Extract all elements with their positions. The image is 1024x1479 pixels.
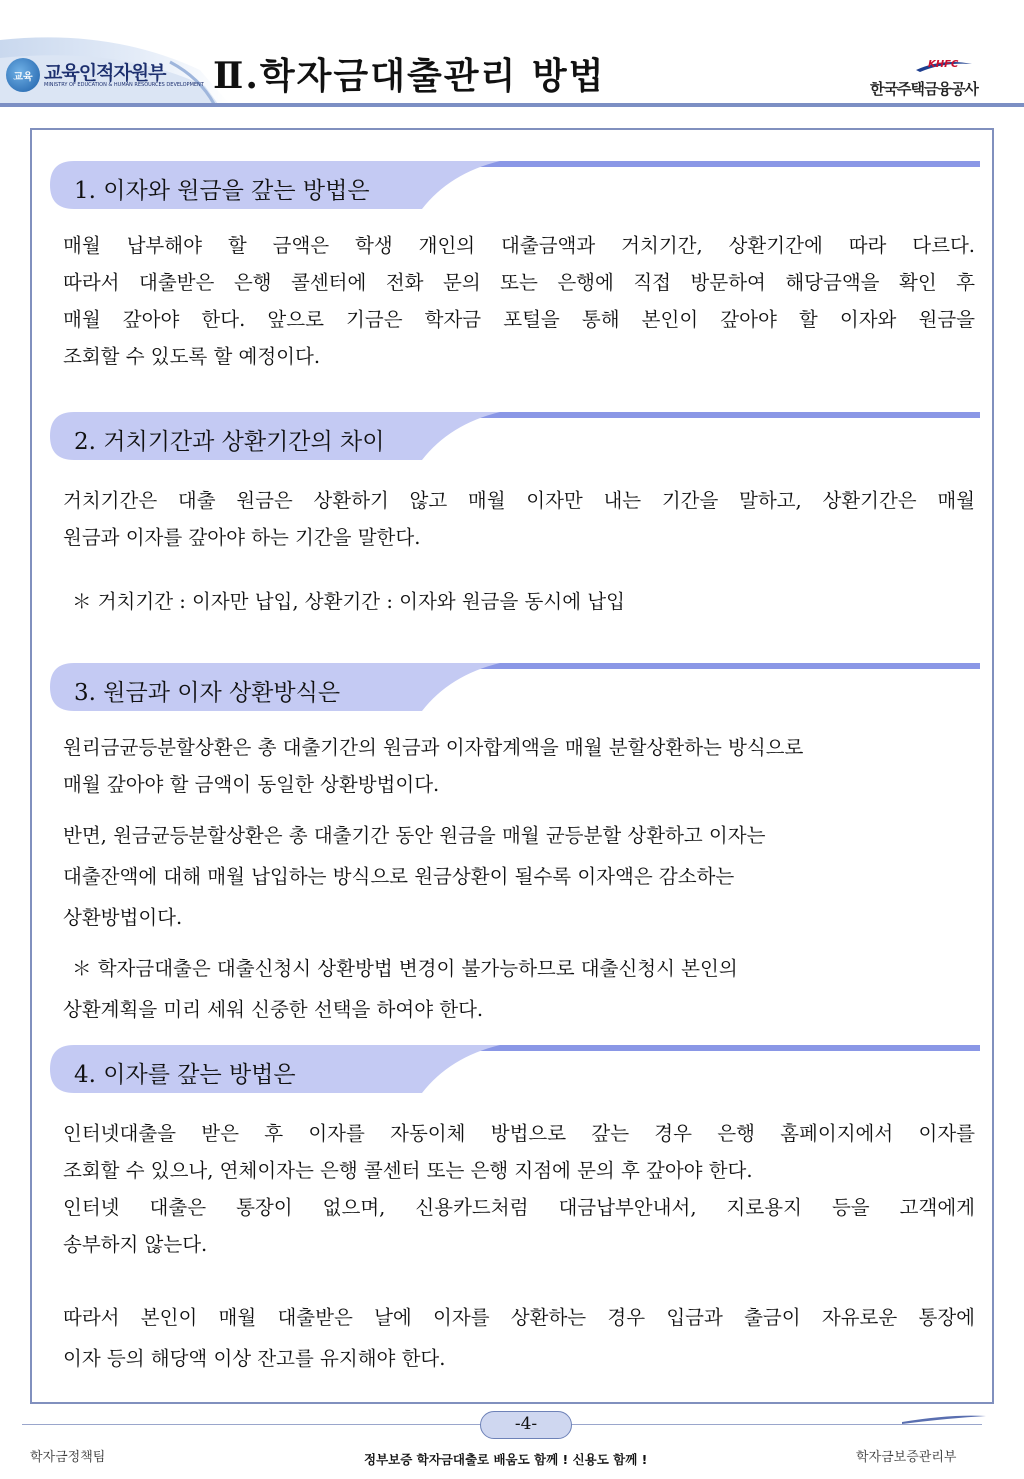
ministry-emblem-text: 교육 [13,72,33,83]
footer-left-text: 학자금정책팀 [30,1450,106,1465]
section-4-line: 송부하지 않는다. [63,1233,208,1256]
section-4-line: 조회할 수 있으나, 연체이자는 은행 콜센터 또는 은행 지점에 문의 후 갚아야 한다. [63,1159,753,1182]
section-1-line: 매월 납부해야 할 금액은 학생 개인의 대출금액과 거치기간, 상환기간에 따라 다르다. [63,234,975,257]
section-3-title: 3. 원금과 이자 상환방식은 [74,680,341,706]
section-3-note-line: ＊ 학자금대출은 대출신청시 상환방법 변경이 불가능하므로 대출신청시 본인의 [72,957,738,980]
header-rule [0,103,1024,107]
section-3-line: 반면, 원금균등분할상환은 총 대출기간 동안 원금을 매월 균등분할 상환하고 이자는 [63,824,766,847]
section-2-line: 원금과 이자를 갚아야 하는 기간을 말한다. [63,526,421,549]
section-3-para-1 [63,729,975,803]
section-3-line: 원리금균등분할상환은 총 대출기간의 원금과 이자합계액을 매월 분할상환하는 방식으로 [63,736,804,759]
section-4-line: 이자 등의 해당액 이상 잔고를 유지해야 한다. [63,1347,446,1370]
khfc-name: 한국주택금융공사 [870,80,978,98]
section-4-line: 인터넷 대출은 통장이 없으며, 신용카드처럼 대금납부안내서, 지로용지 등을 고객에게 [63,1196,975,1219]
section-3-note [63,948,975,1030]
section-4-para-1 [63,1115,975,1263]
section-2-header [50,412,980,460]
ministry-logo [6,56,204,96]
section-1-header [50,161,980,209]
section-1-line: 조회할 수 있도록 할 예정이다. [63,345,321,368]
section-2-title: 2. 거치기간과 상환기간의 차이 [74,429,385,455]
footer-swoosh-icon [900,1410,990,1426]
footer-slogan: 정부보증 학자금대출로 배움도 함께 ! 신용도 함께 ! [364,1452,648,1467]
khfc-mark-text: KHFC [928,59,959,70]
page-number: -4- [480,1411,572,1439]
page-title: Ⅱ.학자금대출관리 방법 [213,55,606,97]
ministry-emblem-icon [6,58,40,92]
section-4-line: 인터넷대출을 받은 후 이자를 자동이체 방법으로 갚는 경우 은행 홈페이지에서 이자를 [63,1122,975,1145]
section-1-line: 따라서 대출받은 은행 콜센터에 전화 문의 또는 은행에 직접 방문하여 해당금액을 확인 후 [63,271,975,294]
footer-right-text: 학자금보증관리부 [856,1450,957,1465]
section-2-note: ＊ 거치기간 : 이자만 납입, 상환기간 : 이자와 원금을 동시에 납입 [72,590,625,613]
section-4-line: 따라서 본인이 매월 대출받은 날에 이자를 상환하는 경우 입금과 출금이 자유로운 통장에 [63,1306,975,1329]
ministry-subtitle: MINISTRY OF EDUCATION & HUMAN RESOURCES DEVELOPMENT [44,82,204,88]
section-1-title: 1. 이자와 원금을 갚는 방법은 [74,178,370,204]
ministry-name: 교육인적자원부 [44,62,166,84]
section-3-line: 대출잔액에 대해 매월 납입하는 방식으로 원금상환이 될수록 이자액은 감소하는 [63,865,735,888]
khfc-logo [866,56,1012,102]
section-4-header [50,1045,980,1093]
section-3-para-2 [63,815,975,938]
section-2-line: 거치기간은 대출 원금은 상환하기 않고 매월 이자만 내는 기간을 말하고, 상환기간은 매월 [63,489,975,512]
section-3-header [50,663,980,711]
page-header [0,0,1024,110]
section-3-line: 상환방법이다. [63,906,183,929]
section-4-para-2 [63,1297,975,1379]
section-4-title: 4. 이자를 갚는 방법은 [74,1062,296,1088]
section-1-line: 매월 갚아야 한다. 앞으로 기금은 학자금 포털을 통해 본인이 갚아야 할 이자와 원금을 [63,308,975,331]
section-1-body [63,227,975,375]
section-2-body [63,482,975,556]
section-3-line: 매월 갚아야 할 금액이 동일한 상환방법이다. [63,773,440,796]
section-3-note-line: 상환계획을 미리 세워 신중한 선택을 하여야 한다. [63,998,484,1021]
